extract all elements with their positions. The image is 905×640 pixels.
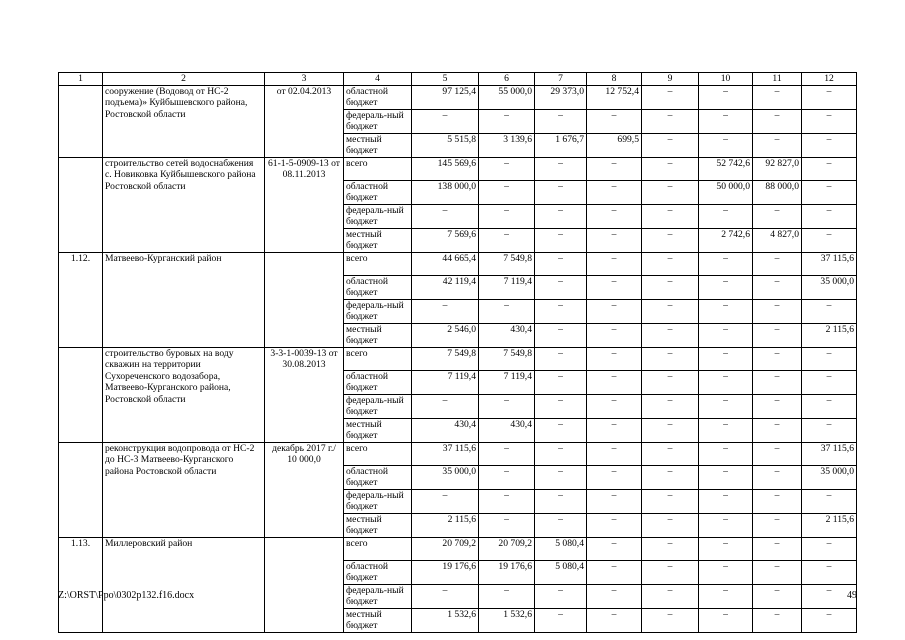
funding-source: областной бюджет: [344, 180, 412, 204]
value-cell: –: [587, 584, 642, 608]
value-cell: –: [587, 394, 642, 418]
value-cell: –: [753, 560, 802, 584]
value-cell: 55 000,0: [479, 85, 535, 109]
value-cell: –: [587, 109, 642, 133]
value-cell: –: [587, 418, 642, 442]
value-cell: –: [587, 157, 642, 180]
value-cell: –: [699, 489, 753, 513]
value-cell: 35 000,0: [802, 465, 857, 489]
value-cell: –: [642, 608, 699, 632]
value-cell: –: [699, 394, 753, 418]
column-header: 9: [642, 73, 699, 86]
value-cell: 97 125,4: [412, 85, 479, 109]
funding-source: федераль-ный бюджет: [344, 204, 412, 228]
object-name: строительство буровых на воду скважин на территории Сухореченского водозабора, Матвеево-Курганского района, Ростовской области: [103, 347, 265, 442]
value-cell: 430,4: [479, 418, 535, 442]
value-cell: –: [412, 394, 479, 418]
object-name: Миллеровский район: [103, 537, 265, 632]
value-cell: –: [479, 489, 535, 513]
value-cell: –: [587, 228, 642, 252]
value-cell: –: [802, 228, 857, 252]
value-cell: 4 827,0: [753, 228, 802, 252]
value-cell: 2 115,6: [802, 323, 857, 347]
table-row: [59, 157, 857, 180]
value-cell: –: [753, 252, 802, 275]
value-cell: –: [412, 204, 479, 228]
value-cell: –: [587, 323, 642, 347]
value-cell: 2 742,6: [699, 228, 753, 252]
column-header: 11: [753, 73, 802, 86]
value-cell: 37 115,6: [802, 252, 857, 275]
value-cell: –: [642, 513, 699, 537]
page-number: 49: [847, 590, 857, 601]
value-cell: –: [479, 109, 535, 133]
value-cell: –: [753, 584, 802, 608]
value-cell: 7 119,4: [412, 370, 479, 394]
value-cell: –: [535, 204, 587, 228]
value-cell: 5 080,4: [535, 560, 587, 584]
value-cell: –: [802, 560, 857, 584]
value-cell: –: [642, 323, 699, 347]
value-cell: –: [753, 489, 802, 513]
column-header: 1: [59, 73, 103, 86]
funding-source: областной бюджет: [344, 465, 412, 489]
funding-source: местный бюджет: [344, 418, 412, 442]
value-cell: –: [699, 513, 753, 537]
value-cell: –: [753, 394, 802, 418]
value-cell: 20 709,2: [479, 537, 535, 560]
value-cell: –: [479, 394, 535, 418]
value-cell: 20 709,2: [412, 537, 479, 560]
value-cell: –: [642, 442, 699, 465]
value-cell: –: [802, 85, 857, 109]
value-cell: –: [412, 489, 479, 513]
funding-source: всего: [344, 157, 412, 180]
value-cell: –: [535, 299, 587, 323]
document-ref: 61-1-5-0909-13 от 08.11.2013: [265, 157, 344, 252]
value-cell: –: [699, 275, 753, 299]
value-cell: –: [753, 442, 802, 465]
funding-source: местный бюджет: [344, 608, 412, 632]
value-cell: 7 549,8: [412, 347, 479, 370]
funding-source: областной бюджет: [344, 275, 412, 299]
value-cell: 3 139,6: [479, 133, 535, 157]
value-cell: –: [802, 180, 857, 204]
value-cell: –: [753, 299, 802, 323]
value-cell: 2 546,0: [412, 323, 479, 347]
value-cell: –: [753, 85, 802, 109]
value-cell: –: [699, 465, 753, 489]
value-cell: –: [699, 109, 753, 133]
value-cell: –: [535, 109, 587, 133]
funding-source: всего: [344, 252, 412, 275]
value-cell: –: [802, 537, 857, 560]
value-cell: –: [699, 608, 753, 632]
value-cell: –: [587, 275, 642, 299]
document-ref: декабрь 2017 г./ 10 000,0: [265, 442, 344, 537]
value-cell: –: [802, 370, 857, 394]
funding-source: федераль-ный бюджет: [344, 394, 412, 418]
value-cell: –: [535, 370, 587, 394]
value-cell: 92 827,0: [753, 157, 802, 180]
value-cell: –: [642, 489, 699, 513]
value-cell: –: [535, 394, 587, 418]
value-cell: –: [535, 275, 587, 299]
value-cell: –: [587, 204, 642, 228]
table-row: [59, 85, 857, 109]
value-cell: 5 515,8: [412, 133, 479, 157]
value-cell: 430,4: [412, 418, 479, 442]
value-cell: –: [535, 252, 587, 275]
value-cell: –: [802, 157, 857, 180]
document-ref: 3-3-1-0039-13 от 30.08.2013: [265, 347, 344, 442]
value-cell: –: [479, 442, 535, 465]
column-header: 2: [103, 73, 265, 86]
value-cell: –: [802, 394, 857, 418]
value-cell: –: [479, 180, 535, 204]
funding-source: местный бюджет: [344, 323, 412, 347]
column-header: 3: [265, 73, 344, 86]
funding-source: местный бюджет: [344, 513, 412, 537]
value-cell: 50 000,0: [699, 180, 753, 204]
header-row: [59, 73, 857, 86]
value-cell: –: [699, 584, 753, 608]
value-cell: 35 000,0: [802, 275, 857, 299]
value-cell: –: [642, 228, 699, 252]
value-cell: 1 532,6: [479, 608, 535, 632]
funding-source: всего: [344, 347, 412, 370]
object-name: реконструкция водопровода от НС-2 до НС-3 Матвеево-Курганского района Ростовской области: [103, 442, 265, 537]
value-cell: –: [802, 584, 857, 608]
value-cell: –: [587, 299, 642, 323]
column-header: 4: [344, 73, 412, 86]
value-cell: 430,4: [479, 323, 535, 347]
value-cell: –: [753, 204, 802, 228]
value-cell: 35 000,0: [412, 465, 479, 489]
value-cell: –: [642, 537, 699, 560]
funding-source: всего: [344, 442, 412, 465]
value-cell: –: [753, 323, 802, 347]
value-cell: –: [412, 584, 479, 608]
value-cell: –: [699, 418, 753, 442]
funding-source: всего: [344, 537, 412, 560]
value-cell: –: [587, 442, 642, 465]
value-cell: –: [699, 347, 753, 370]
value-cell: –: [587, 370, 642, 394]
value-cell: 42 119,4: [412, 275, 479, 299]
value-cell: –: [699, 85, 753, 109]
value-cell: –: [587, 465, 642, 489]
value-cell: –: [642, 418, 699, 442]
value-cell: –: [802, 608, 857, 632]
funding-source: федераль-ный бюджет: [344, 299, 412, 323]
value-cell: –: [535, 584, 587, 608]
funding-source: федераль-ный бюджет: [344, 584, 412, 608]
document-ref: [265, 252, 344, 347]
value-cell: –: [535, 157, 587, 180]
value-cell: 7 549,8: [479, 252, 535, 275]
column-header: 5: [412, 73, 479, 86]
value-cell: 1 676,7: [535, 133, 587, 157]
value-cell: 7 549,8: [479, 347, 535, 370]
value-cell: 44 665,4: [412, 252, 479, 275]
value-cell: –: [479, 513, 535, 537]
section-number: [59, 157, 103, 252]
value-cell: 19 176,6: [479, 560, 535, 584]
value-cell: –: [753, 537, 802, 560]
value-cell: –: [535, 347, 587, 370]
value-cell: 138 000,0: [412, 180, 479, 204]
value-cell: –: [642, 109, 699, 133]
value-cell: 7 119,4: [479, 370, 535, 394]
value-cell: –: [753, 275, 802, 299]
value-cell: 5 080,4: [535, 537, 587, 560]
file-path: Z:\ORST\Ppo\0302p132.f16.docx: [58, 590, 195, 601]
value-cell: –: [479, 228, 535, 252]
value-cell: 1 532,6: [412, 608, 479, 632]
value-cell: –: [753, 133, 802, 157]
funding-source: областной бюджет: [344, 560, 412, 584]
funding-source: областной бюджет: [344, 85, 412, 109]
table-row: [59, 442, 857, 465]
value-cell: –: [642, 133, 699, 157]
value-cell: 19 176,6: [412, 560, 479, 584]
table-row: [59, 537, 857, 560]
value-cell: –: [535, 418, 587, 442]
funding-source: местный бюджет: [344, 133, 412, 157]
value-cell: 7 569,6: [412, 228, 479, 252]
column-header: 12: [802, 73, 857, 86]
section-number: 1.13.: [59, 537, 103, 632]
value-cell: –: [412, 299, 479, 323]
value-cell: –: [802, 489, 857, 513]
value-cell: –: [753, 608, 802, 632]
value-cell: 2 115,6: [412, 513, 479, 537]
value-cell: –: [699, 323, 753, 347]
value-cell: –: [587, 513, 642, 537]
value-cell: –: [479, 584, 535, 608]
value-cell: –: [535, 465, 587, 489]
value-cell: 52 742,6: [699, 157, 753, 180]
value-cell: –: [535, 180, 587, 204]
value-cell: –: [479, 299, 535, 323]
value-cell: –: [699, 442, 753, 465]
value-cell: –: [642, 204, 699, 228]
value-cell: –: [479, 157, 535, 180]
value-cell: –: [642, 347, 699, 370]
section-number: 1.12.: [59, 252, 103, 347]
column-header: 6: [479, 73, 535, 86]
value-cell: 699,5: [587, 133, 642, 157]
budget-table: [58, 72, 857, 633]
value-cell: –: [699, 560, 753, 584]
section-number: [59, 85, 103, 157]
value-cell: –: [642, 157, 699, 180]
value-cell: –: [753, 370, 802, 394]
value-cell: –: [699, 370, 753, 394]
value-cell: –: [753, 347, 802, 370]
value-cell: –: [642, 252, 699, 275]
document-ref: [265, 537, 344, 632]
value-cell: –: [535, 489, 587, 513]
value-cell: –: [802, 347, 857, 370]
value-cell: –: [479, 204, 535, 228]
value-cell: –: [802, 418, 857, 442]
value-cell: –: [535, 513, 587, 537]
value-cell: 12 752,4: [587, 85, 642, 109]
value-cell: –: [412, 109, 479, 133]
value-cell: –: [642, 85, 699, 109]
table-row: [59, 252, 857, 275]
value-cell: –: [587, 537, 642, 560]
value-cell: –: [642, 465, 699, 489]
value-cell: –: [535, 228, 587, 252]
value-cell: –: [587, 347, 642, 370]
value-cell: –: [642, 275, 699, 299]
value-cell: –: [587, 560, 642, 584]
value-cell: 2 115,6: [802, 513, 857, 537]
object-name: сооружение (Водовод от НС-2 подъема)» Куйбышевского района, Ростовской области: [103, 85, 265, 157]
value-cell: –: [802, 204, 857, 228]
value-cell: –: [699, 252, 753, 275]
section-number: [59, 442, 103, 537]
table-row: [59, 347, 857, 370]
value-cell: –: [802, 109, 857, 133]
value-cell: –: [699, 204, 753, 228]
value-cell: –: [802, 133, 857, 157]
value-cell: –: [642, 370, 699, 394]
funding-source: федераль-ный бюджет: [344, 489, 412, 513]
funding-source: федераль-ный бюджет: [344, 109, 412, 133]
value-cell: –: [802, 299, 857, 323]
value-cell: –: [587, 180, 642, 204]
value-cell: –: [753, 465, 802, 489]
value-cell: 88 000,0: [753, 180, 802, 204]
column-header: 7: [535, 73, 587, 86]
value-cell: –: [535, 608, 587, 632]
value-cell: –: [753, 109, 802, 133]
value-cell: 37 115,6: [802, 442, 857, 465]
funding-source: областной бюджет: [344, 370, 412, 394]
value-cell: 145 569,6: [412, 157, 479, 180]
value-cell: –: [642, 560, 699, 584]
value-cell: 37 115,6: [412, 442, 479, 465]
value-cell: –: [642, 584, 699, 608]
value-cell: –: [699, 133, 753, 157]
column-header: 10: [699, 73, 753, 86]
value-cell: –: [642, 180, 699, 204]
value-cell: –: [479, 465, 535, 489]
value-cell: –: [753, 418, 802, 442]
document-ref: от 02.04.2013: [265, 85, 344, 157]
value-cell: –: [535, 323, 587, 347]
value-cell: –: [642, 394, 699, 418]
value-cell: –: [753, 513, 802, 537]
value-cell: –: [587, 489, 642, 513]
value-cell: –: [642, 299, 699, 323]
section-number: [59, 347, 103, 442]
object-name: строительство сетей водоснабжения с. Новиковка Куйбышевского района Ростовской области: [103, 157, 265, 252]
value-cell: –: [535, 442, 587, 465]
value-cell: –: [587, 252, 642, 275]
column-header: 8: [587, 73, 642, 86]
value-cell: –: [699, 537, 753, 560]
value-cell: –: [587, 608, 642, 632]
value-cell: 7 119,4: [479, 275, 535, 299]
value-cell: 29 373,0: [535, 85, 587, 109]
object-name: Матвеево-Курганский район: [103, 252, 265, 347]
value-cell: –: [699, 299, 753, 323]
funding-source: местный бюджет: [344, 228, 412, 252]
